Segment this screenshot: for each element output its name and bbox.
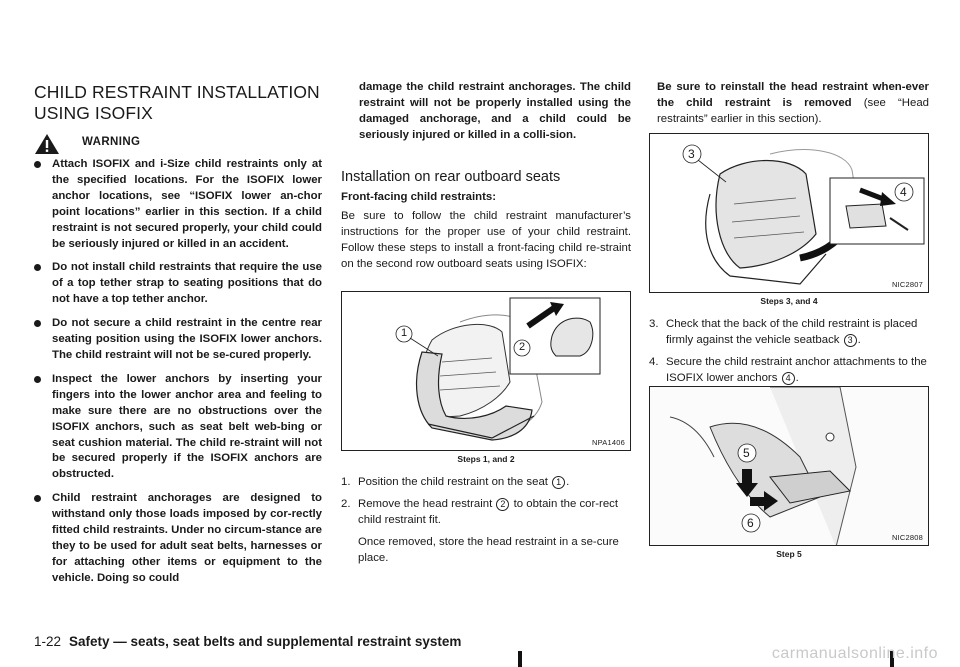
section-title: CHILD RESTRAINT INSTALLATION USING ISOFIX [34,82,320,123]
step-item: 2. Remove the head restraint 2 to obtain the cor-rect child restraint fit. [341,497,619,526]
warning-triangle-icon [34,133,60,155]
head-restraint-note: Be sure to reinstall the head restraint when-ever the child restraint is removed (see “Head restraints” earlier in this section). [657,81,930,125]
warning-continuation: damage the child restraint anchorages. The child restraint will not be properly installed using the damaged anchorage, and a child could be seriously injured or killed in a colli-sion. [359,81,631,141]
warning-bullet: Child restraint anchorages are designed to withstand only those loads imposed by cor-rectly fitted child restraints. Under no circum-stance are they to be used for adult seat belts, harnesses or for attaching other items or equipment to the vehicle. Doing so could [34,491,322,586]
step-ref-callout: 3 [844,334,857,347]
bullet-dot-icon [34,264,41,271]
watermark: carmanualsonline.info [771,645,938,662]
warning-bullet: Attach ISOFIX and i-Size child restraints only at the specified locations. For the ISOFIX lower anchor locations, see “ISOFIX lower an-chor point locations” earlier in this section. If a child restraint is not secured properly, your child could be seriously injured or killed in an accident. [34,157,322,252]
rear-outboard-intro: Be sure to follow the child restraint manufacturer’s instructions for the proper use of your child restraint. Follow these steps to install a front-facing child re-straint on the second row outboard seats using ISOFIX: [341,210,631,270]
figure-step-5: 5 6 NIC2808 [649,386,929,546]
warning-bullet: Do not secure a child restraint in the centre rear seating position using the ISOFIX lower anchors. The child restraint will not be se-cured properly. [34,316,322,364]
figure-code: NIC2808 [891,533,923,542]
step-ref-callout: 4 [782,372,795,385]
warning-label: WARNING [82,136,141,148]
step-item: 4. Secure the child restraint anchor attachments to the ISOFIX lower anchors 4 . [649,355,927,384]
figure-caption: Steps 1, and 2 [457,454,515,464]
warning-bullet: Do not install child restraints that require the use of a top tether strap to seating positions that do not have a top tether anchor. [34,260,322,308]
step-2-note: Once removed, store the head restraint in a se-cure place. [358,536,619,564]
warning-bullet: Inspect the lower anchors by inserting your fingers into the lower anchor area and feeling to make sure there are no obstructions over the ISOFIX anchors, such as seat belt web-bing or seat cushion material. The child re-straint will not be secured properly if the ISOFIX anchors are obstructed. [34,372,322,483]
warning-bullet-list [34,157,322,595]
chapter-title: Safety — seats, seat belts and supplemental restraint system [69,634,462,649]
rear-outboard-heading: Installation on rear outboard seats [341,169,561,185]
step-item: 3. Check that the back of the child restraint is placed firmly against the vehicle seatback 3 . [649,318,918,346]
front-facing-subheading: Front-facing child restraints: [341,191,497,203]
figure-caption: Step 5 [776,549,802,559]
registration-mark [518,651,522,667]
bullet-dot-icon [34,161,41,168]
figure-steps-3-4: 3 4 NIC2807 [649,133,929,293]
bullet-dot-icon [34,495,41,502]
figure-code: NIC2807 [891,280,923,289]
step-ref-callout: 2 [496,498,509,511]
figure-code: NPA1406 [592,438,625,447]
figure-caption: Steps 3, and 4 [760,296,818,306]
bullet-dot-icon [34,376,41,383]
steps-list-2 [649,317,929,393]
bullet-dot-icon [34,320,41,327]
anchor-attach-illustration [650,387,929,546]
figure-steps-1-2: 1 2 NPA1406 [341,291,631,451]
steps-list-1 [341,475,631,535]
step-ref-callout: 1 [552,476,565,489]
page-number: 1-22 [34,634,62,649]
step-item: 1. Position the child restraint on the seat 1 . [341,476,570,488]
page-footer [34,634,461,649]
child-seat-illustration [342,292,631,451]
warning-heading [34,133,141,155]
